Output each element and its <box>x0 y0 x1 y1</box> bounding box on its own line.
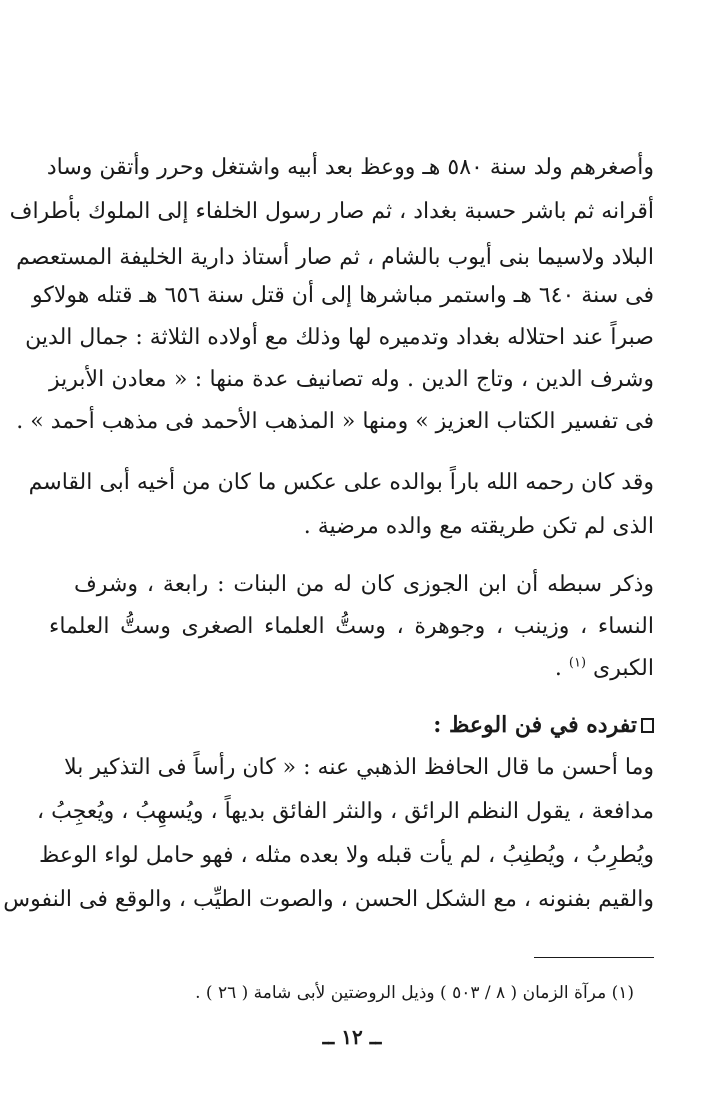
text-line: البلاد ولاسيما بنى أيوب بالشام ، ثم صار أستاذ دارية الخليفة المستعصم <box>16 245 654 270</box>
end-mark: . <box>554 656 562 681</box>
text-fragment: الكبرى <box>593 656 654 681</box>
footnote-separator <box>534 957 654 958</box>
section-heading-text: تفرده في فن الوعظ : <box>433 712 637 738</box>
text-line: والقيم بفنونه ، مع الشكل الحسن ، والصوت الطيِّب ، والوقع فى النفوس <box>3 887 654 912</box>
text-line: وأصغرهم ولد سنة ٥٨٠ هـ ووعظ بعد أبيه واشتغل وحرر وأتقن وساد <box>46 155 654 180</box>
footnote-reference[interactable]: (١) <box>568 655 587 671</box>
section-heading <box>49 703 654 747</box>
text-line: مدافعة ، يقول النظم الرائق ، والنثر الفائق بديهاً ، ويُسهِبُ ، ويُعجِبُ ، <box>37 799 654 824</box>
text-line: وشرف الدين ، وتاج الدين . وله تصانيف عدة منها : « معادن الأبريز <box>49 367 654 392</box>
text-line: وقد كان رحمه الله باراً بوالده على عكس ما كان من أخيه أبى القاسم <box>28 470 654 495</box>
text-line <box>49 647 654 691</box>
page-number: ــ ١٢ ــ <box>322 1025 382 1049</box>
text-line: فى تفسير الكتاب العزيز » ومنها « المذهب الأحمد فى مذهب أحمد » . <box>16 409 654 434</box>
checkbox-square-icon <box>641 718 654 733</box>
text-line: ويُطرِبُ ، ويُطنِبُ ، لم يأت قبله ولا بعده مثله ، فهو حامل لواء الوعظ <box>39 843 654 868</box>
text-line: النساء ، وزينب ، وجوهرة ، وستُّ العلماء الصغرى وستُّ العلماء <box>49 614 654 639</box>
footnote: (١) مرآة الزمان ( ٨ / ٥٠٣ ) وذيل الروضتين لأبى شامة ( ٢٦ ) . <box>195 983 634 1003</box>
text-line: صبراً عند احتلاله بغداد وتدميره لها وذلك مع أولاده الثلاثة : جمال الدين <box>25 325 654 350</box>
text-line: فى سنة ٦٤٠ هـ واستمر مباشرها إلى أن قتل سنة ٦٥٦ هـ قتله هولاكو <box>31 283 654 308</box>
text-line: وما أحسن ما قال الحافظ الذهبي عنه : « كان رأساً فى التذكير بلا <box>64 755 654 780</box>
text-line: الذى لم تكن طريقته مع والده مرضية . <box>303 514 654 539</box>
text-line: وذكر سبطه أن ابن الجوزى كان له من البنات : رابعة ، وشرف <box>74 572 654 597</box>
text-line: أقرانه ثم باشر حسبة بغداد ، ثم صار رسول الخلفاء إلى الملوك بأطراف <box>9 199 654 224</box>
